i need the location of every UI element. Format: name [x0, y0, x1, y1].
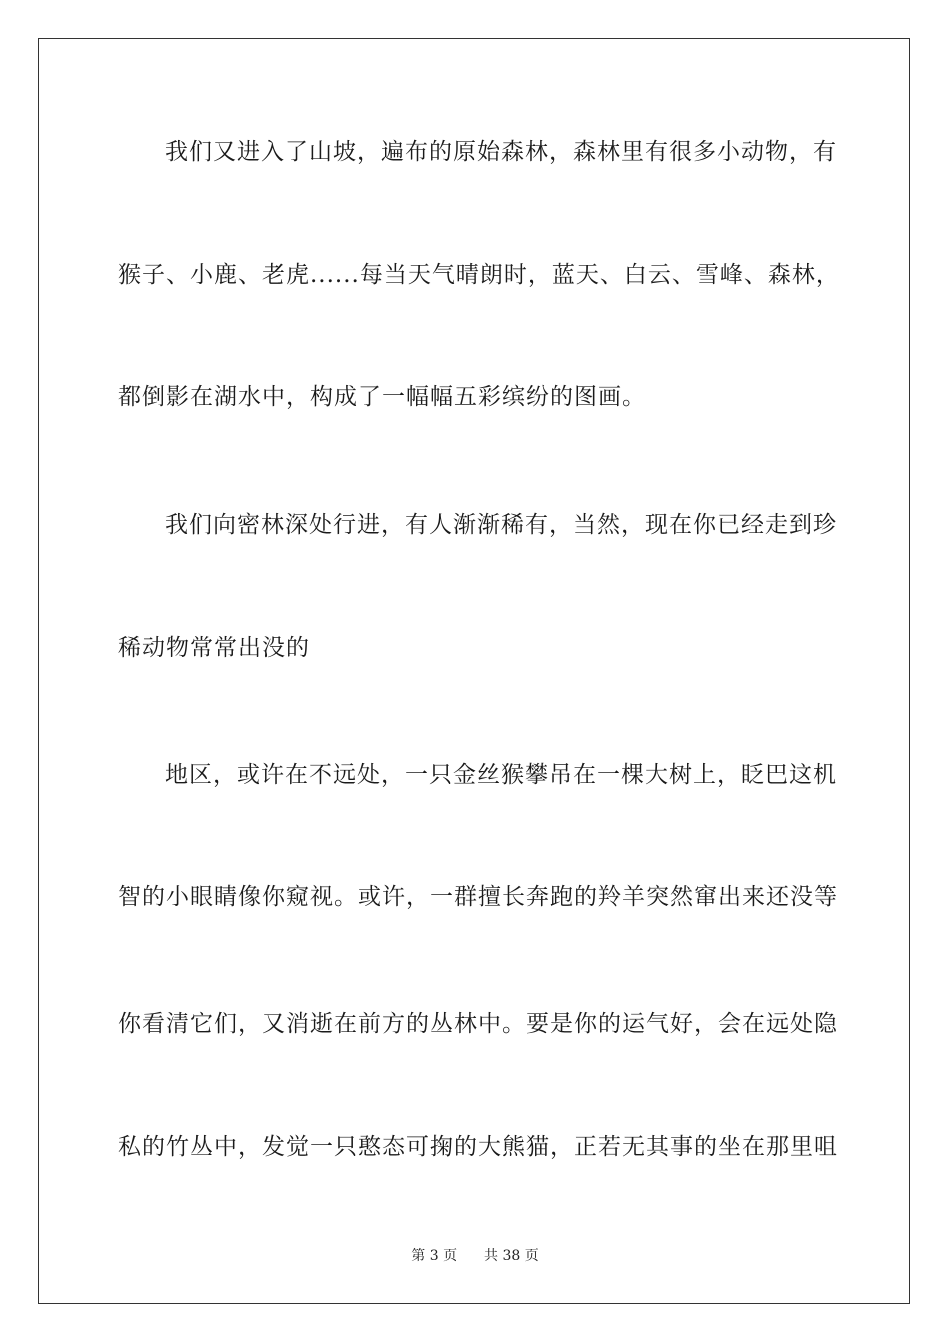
paragraph-line: 智的小眼睛像你窥视。或许，一群擅长奔跑的羚羊突然窜出来还没等	[118, 884, 838, 910]
paragraph-line: 我们又进入了山坡，遍布的原始森林，森林里有很多小动物，有	[165, 139, 837, 165]
page-footer	[0, 1247, 950, 1265]
paragraph-line: 稀动物常常出没的	[118, 635, 310, 661]
paragraph-line: 猴子、小鹿、老虎......每当天气晴朗时，蓝天、白云、雪峰、森林，	[118, 262, 840, 288]
paragraph-line: 私的竹丛中，发觉一只憨态可掬的大熊猫，正若无其事的坐在那里咀	[118, 1134, 838, 1160]
page-frame	[38, 38, 910, 1304]
paragraph-line: 你看清它们，又消逝在前方的丛林中。要是你的运气好，会在远处隐	[118, 1011, 838, 1037]
paragraph-line: 我们向密林深处行进，有人渐渐稀有，当然，现在你已经走到珍	[165, 512, 837, 538]
page-number: 第 3 页	[411, 1248, 458, 1264]
paragraph-line: 地区，或许在不远处，一只金丝猴攀吊在一棵大树上，眨巴这机	[165, 762, 837, 788]
paragraph-line: 都倒影在湖水中，构成了一幅幅五彩缤纷的图画。	[118, 384, 646, 410]
page-total: 共 38 页	[484, 1248, 539, 1264]
